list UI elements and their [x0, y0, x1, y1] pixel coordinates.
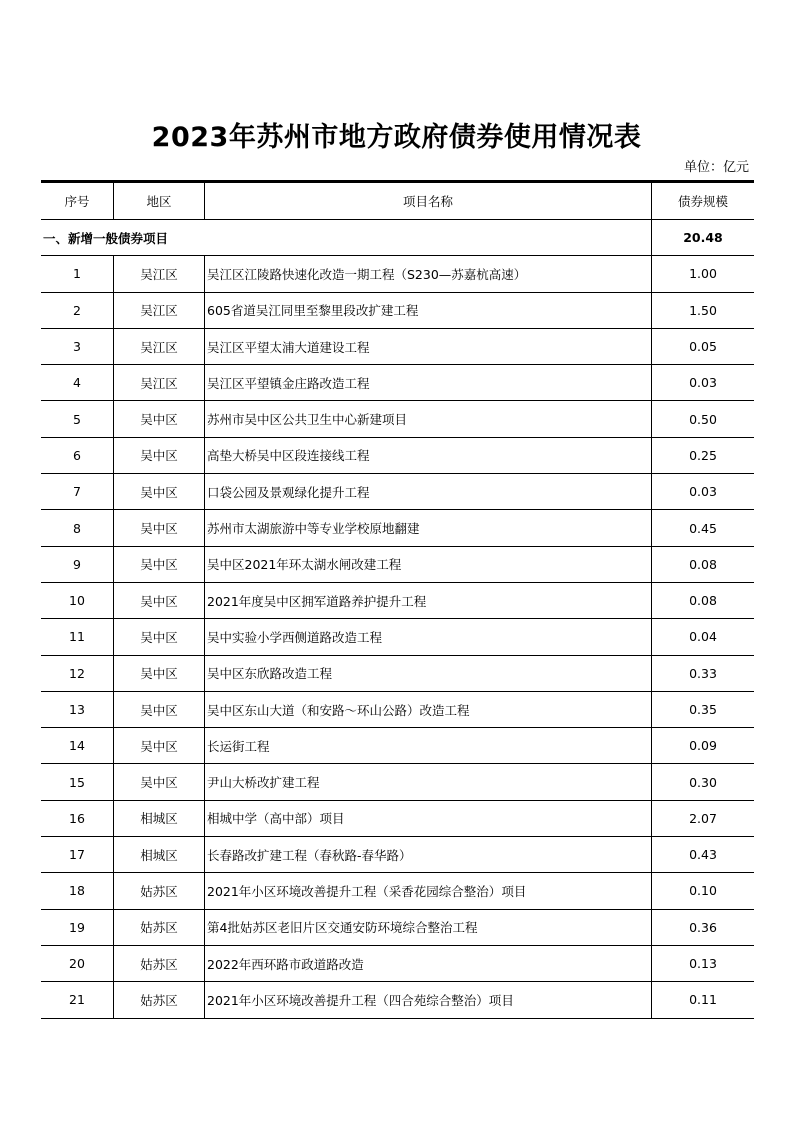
- table-row: [41, 365, 754, 401]
- table-row: [41, 800, 754, 836]
- row-project-name: 吴中区2021年环太湖水闸改建工程: [205, 546, 652, 582]
- row-region: 吴中区: [114, 437, 205, 473]
- row-amount: 0.11: [652, 982, 755, 1018]
- unit-label: 单位：亿元: [683, 160, 749, 175]
- table-row: [41, 328, 754, 364]
- row-amount: 0.43: [652, 837, 755, 873]
- row-amount: 1.00: [652, 256, 755, 292]
- row-region: 吴中区: [114, 546, 205, 582]
- row-no: 11: [41, 619, 114, 655]
- section-label: 一、新增一般债券项目: [41, 220, 652, 256]
- row-region: 吴江区: [114, 292, 205, 328]
- row-region: 吴中区: [114, 510, 205, 546]
- row-project-name: 2022年西环路市政道路改造: [205, 945, 652, 981]
- table-row: [41, 619, 754, 655]
- table-row: [41, 582, 754, 618]
- table-row: [41, 256, 754, 292]
- row-amount: 0.09: [652, 728, 755, 764]
- row-project-name: 口袋公园及景观绿化提升工程: [205, 474, 652, 510]
- row-amount: 0.10: [652, 873, 755, 909]
- row-region: 吴中区: [114, 474, 205, 510]
- table-row: [41, 437, 754, 473]
- row-project-name: 长春路改扩建工程（春秋路-春华路）: [205, 837, 652, 873]
- row-amount: 0.03: [652, 474, 755, 510]
- table-header-row: [41, 182, 754, 220]
- row-no: 15: [41, 764, 114, 800]
- header-amount: 债券规模: [652, 182, 755, 220]
- row-region: 吴中区: [114, 691, 205, 727]
- row-project-name: 2021年小区环境改善提升工程（采香花园综合整治）项目: [205, 873, 652, 909]
- row-project-name: 相城中学（高中部）项目: [205, 800, 652, 836]
- row-amount: 0.33: [652, 655, 755, 691]
- row-region: 吴江区: [114, 328, 205, 364]
- row-project-name: 尹山大桥改扩建工程: [205, 764, 652, 800]
- table-row: [41, 909, 754, 945]
- row-project-name: 605省道吴江同里至黎里段改扩建工程: [205, 292, 652, 328]
- row-region: 吴江区: [114, 256, 205, 292]
- row-project-name: 2021年小区环境改善提升工程（四合苑综合整治）项目: [205, 982, 652, 1018]
- row-project-name: 长运街工程: [205, 728, 652, 764]
- row-region: 吴中区: [114, 619, 205, 655]
- bond-usage-table: [41, 180, 754, 1019]
- row-amount: 0.05: [652, 328, 755, 364]
- row-region: 姑苏区: [114, 909, 205, 945]
- table-row: [41, 655, 754, 691]
- row-no: 7: [41, 474, 114, 510]
- row-no: 2: [41, 292, 114, 328]
- row-no: 12: [41, 655, 114, 691]
- row-no: 4: [41, 365, 114, 401]
- table-row: [41, 837, 754, 873]
- row-project-name: 苏州市吴中区公共卫生中心新建项目: [205, 401, 652, 437]
- row-region: 姑苏区: [114, 982, 205, 1018]
- row-region: 吴中区: [114, 401, 205, 437]
- row-region: 姑苏区: [114, 945, 205, 981]
- row-amount: 0.25: [652, 437, 755, 473]
- table-row: [41, 764, 754, 800]
- header-region: 地区: [114, 182, 205, 220]
- row-amount: 0.03: [652, 365, 755, 401]
- table-row: [41, 401, 754, 437]
- row-no: 16: [41, 800, 114, 836]
- row-no: 21: [41, 982, 114, 1018]
- row-no: 17: [41, 837, 114, 873]
- row-region: 吴中区: [114, 582, 205, 618]
- table-row: [41, 691, 754, 727]
- table-row: [41, 292, 754, 328]
- row-no: 6: [41, 437, 114, 473]
- row-no: 1: [41, 256, 114, 292]
- row-project-name: 吴中实验小学西侧道路改造工程: [205, 619, 652, 655]
- row-amount: 0.08: [652, 582, 755, 618]
- row-amount: 0.50: [652, 401, 755, 437]
- row-project-name: 吴江区平望镇金庄路改造工程: [205, 365, 652, 401]
- row-region: 姑苏区: [114, 873, 205, 909]
- section-total: 20.48: [652, 220, 755, 256]
- table-row: [41, 982, 754, 1018]
- row-project-name: 第4批姑苏区老旧片区交通安防环境综合整治工程: [205, 909, 652, 945]
- table-row: [41, 945, 754, 981]
- row-no: 20: [41, 945, 114, 981]
- table-row: [41, 728, 754, 764]
- row-project-name: 吴江区江陵路快速化改造一期工程（S230—苏嘉杭高速）: [205, 256, 652, 292]
- row-amount: 1.50: [652, 292, 755, 328]
- row-project-name: 吴中区东欣路改造工程: [205, 655, 652, 691]
- row-project-name: 高垫大桥吴中区段连接线工程: [205, 437, 652, 473]
- table-row: [41, 510, 754, 546]
- row-no: 14: [41, 728, 114, 764]
- row-no: 9: [41, 546, 114, 582]
- table-row: [41, 474, 754, 510]
- header-name: 项目名称: [205, 182, 652, 220]
- row-amount: 0.08: [652, 546, 755, 582]
- row-project-name: 苏州市太湖旅游中等专业学校原地翻建: [205, 510, 652, 546]
- row-region: 吴中区: [114, 764, 205, 800]
- row-amount: 0.45: [652, 510, 755, 546]
- header-no: 序号: [41, 182, 114, 220]
- row-amount: 2.07: [652, 800, 755, 836]
- row-amount: 0.35: [652, 691, 755, 727]
- page-title: 2023年苏州市地方政府债券使用情况表: [151, 122, 642, 153]
- row-no: 3: [41, 328, 114, 364]
- table-row: [41, 873, 754, 909]
- table-row: [41, 546, 754, 582]
- row-region: 吴中区: [114, 728, 205, 764]
- row-amount: 0.13: [652, 945, 755, 981]
- section-row: [41, 220, 754, 256]
- row-no: 18: [41, 873, 114, 909]
- row-amount: 0.04: [652, 619, 755, 655]
- row-no: 13: [41, 691, 114, 727]
- row-amount: 0.36: [652, 909, 755, 945]
- row-region: 吴江区: [114, 365, 205, 401]
- row-amount: 0.30: [652, 764, 755, 800]
- row-region: 吴中区: [114, 655, 205, 691]
- row-no: 5: [41, 401, 114, 437]
- row-project-name: 吴中区东山大道（和安路～环山公路）改造工程: [205, 691, 652, 727]
- row-project-name: 吴江区平望太浦大道建设工程: [205, 328, 652, 364]
- row-no: 8: [41, 510, 114, 546]
- row-no: 19: [41, 909, 114, 945]
- row-region: 相城区: [114, 800, 205, 836]
- row-no: 10: [41, 582, 114, 618]
- row-region: 相城区: [114, 837, 205, 873]
- row-project-name: 2021年度吴中区拥军道路养护提升工程: [205, 582, 652, 618]
